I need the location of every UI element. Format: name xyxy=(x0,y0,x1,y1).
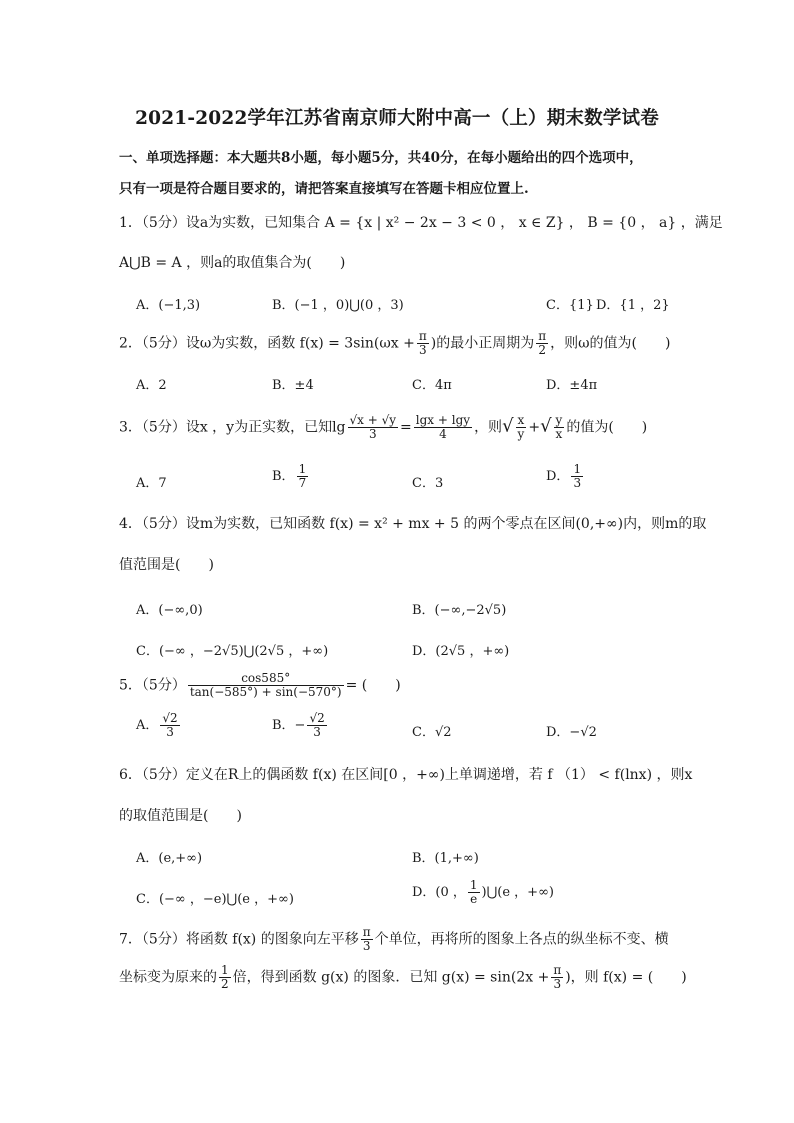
q6-optd-num: 1 xyxy=(469,878,478,892)
q3-optd-num: 1 xyxy=(573,462,582,476)
q5-option-b xyxy=(272,712,329,739)
q2-text-mid: )的最小正周期为 xyxy=(430,335,535,352)
q7-frac3-den: 3 xyxy=(553,977,562,992)
q5-optb-num: √2 xyxy=(309,711,325,725)
q7-frac1-den: 3 xyxy=(362,939,371,954)
q6-optd-pre: D．(0 ， xyxy=(412,885,466,901)
q7-frac2-den: 2 xyxy=(221,977,229,992)
question-4-line-1: 4．（5分）设m为实数，已知函数 f(x) = x² + mx + 5 的两个零点在区间(0,+∞)内，则m的取 xyxy=(119,516,707,532)
q2-fraction-pi-over-3 xyxy=(417,330,429,357)
question-1-line-1: 1．（5分）设a为实数，已知集合 A = {x | x² − 2x − 3 < 0 ， x ∈ Z} ， B = {0 ， a} ，满足 xyxy=(119,215,723,231)
q3-option-d xyxy=(546,463,585,490)
question-7-line-2 xyxy=(119,964,687,991)
q3-fraction-2 xyxy=(414,414,472,441)
q5-fraction xyxy=(188,672,344,699)
q5-option-c: C．√2 xyxy=(412,725,452,740)
q2-text-pre: 2．（5分）设ω为实数，函数 f(x) = 3sin(ωx + xyxy=(119,335,415,352)
q3-text-mid: ，则 xyxy=(474,419,503,436)
q3-fraction-1 xyxy=(348,414,399,441)
q3-r1-num: x xyxy=(517,413,525,427)
q3-root-fraction-1 xyxy=(516,414,527,441)
q2-fraction-pi-over-2 xyxy=(536,330,548,357)
page-title: 2021-2022学年江苏省南京师大附中高一（上）期末数学试卷 xyxy=(135,108,659,129)
q2-text-post: ，则ω的值为( ) xyxy=(550,335,671,352)
q5-option-b-fraction xyxy=(307,712,326,739)
q4-option-d: D．(2√5 ，+∞) xyxy=(412,644,510,659)
q2-option-b: B．±4 xyxy=(272,378,314,393)
q3-root-2: √ xyxy=(540,415,552,437)
q7-text-post2: )，则 f(x) = ( ) xyxy=(565,969,687,986)
q7-text-pre2: 坐标变为原来的 xyxy=(119,969,217,986)
q3-eq: = xyxy=(400,419,412,436)
q1-option-a: A．(−1,3) xyxy=(136,298,201,313)
q3-text-post: 的值为( ) xyxy=(566,419,648,436)
section-heading-line-1: 一、单项选择题：本大题共8小题，每小题5分，共40分，在每小题给出的四个选项中， xyxy=(119,150,643,166)
q5-option-a-fraction xyxy=(160,712,179,739)
q6-option-a: A．(e,+∞) xyxy=(136,851,203,866)
question-5-line xyxy=(119,672,401,699)
question-3-line xyxy=(119,414,647,441)
q7-text-pre1: 7．（5分）将函数 f(x) 的图象向左平移 xyxy=(119,931,359,948)
q3-r1-den: y xyxy=(517,427,525,442)
q2-option-d: D．±4π xyxy=(546,378,598,393)
q3-plus: + xyxy=(528,419,541,436)
q3-option-d-fraction xyxy=(571,463,583,490)
question-6-line-2: 的取值范围是( ) xyxy=(119,808,242,824)
q5-opta-den: 3 xyxy=(166,725,174,740)
q7-fraction-3 xyxy=(551,964,563,991)
q3-frac2-den: 4 xyxy=(439,427,447,442)
q5-optb-den: 3 xyxy=(313,725,321,740)
q3-frac1-den: 3 xyxy=(368,427,377,442)
q3-r2-num: y xyxy=(555,413,563,427)
q6-option-b: B．(1,+∞) xyxy=(412,851,479,866)
q5-option-b-label: B．− xyxy=(272,718,306,734)
q6-optd-den: e xyxy=(470,892,478,907)
q2-frac2-num: π xyxy=(538,329,547,343)
q6-option-d xyxy=(412,879,554,906)
q3-frac1-num: √x + √y xyxy=(349,413,397,427)
q3-optd-den: 3 xyxy=(573,476,582,491)
q7-frac1-num: π xyxy=(362,925,371,939)
q1-option-b: B．(−1 ，0)⋃(0 ，3) xyxy=(272,298,404,313)
q4-option-a: A．(−∞,0) xyxy=(136,603,203,618)
q3-option-d-label: D． xyxy=(546,469,570,485)
q5-frac-num: cos585° xyxy=(188,672,344,686)
q2-option-c: C．4π xyxy=(412,378,452,393)
q2-frac1-den: 3 xyxy=(418,343,427,358)
q7-text-mid2: 倍，得到函数 g(x) 的图象．已知 g(x) = sin(2x + xyxy=(232,969,550,986)
q7-frac3-num: π xyxy=(553,963,562,977)
q5-option-d: D．−√2 xyxy=(546,725,597,740)
question-4-line-2: 值范围是( ) xyxy=(119,557,214,573)
q3-root-fraction-2 xyxy=(554,414,565,441)
question-7-line-1 xyxy=(119,926,669,953)
q7-fraction-2 xyxy=(219,964,231,991)
q6-optd-post: )⋃(e ，+∞) xyxy=(481,885,554,901)
q4-option-b: B．(−∞,−2√5) xyxy=(412,603,507,618)
q4-option-c: C．(−∞ ，−2√5)⋃(2√5 ，+∞) xyxy=(136,644,329,659)
q3-text-pre: 3．（5分）设x ，y为正实数，已知lg xyxy=(119,419,346,436)
q3-root-1: √ xyxy=(502,415,514,437)
q3-option-b xyxy=(272,463,310,490)
q7-frac2-num: 1 xyxy=(221,963,229,977)
q7-fraction-1 xyxy=(361,926,373,953)
q5-option-a xyxy=(136,712,182,739)
q6-optd-fraction xyxy=(468,879,480,906)
q1-option-c: C．{1} xyxy=(546,298,594,313)
q3-option-b-fraction xyxy=(297,463,309,490)
q2-frac1-num: π xyxy=(418,329,427,343)
q1-option-d: D．{1 ，2} xyxy=(596,298,670,313)
q3-r2-den: x xyxy=(555,427,563,442)
q2-frac2-den: 2 xyxy=(538,343,546,358)
q5-text-pre: 5．（5分） xyxy=(119,677,186,694)
q6-option-c: C．(−∞ ，−e)⋃(e ，+∞) xyxy=(136,892,294,907)
question-6-line-1: 6．（5分）定义在R上的偶函数 f(x) 在区间[0 ，+∞)上单调递增，若 f （1） < f(lnx) ，则x xyxy=(119,767,693,783)
q3-optb-den: 7 xyxy=(298,476,307,491)
question-2-line xyxy=(119,330,670,357)
q3-optb-num: 1 xyxy=(298,462,307,476)
q7-text-post1: 个单位，再将所的图象上各点的纵坐标不变、横 xyxy=(374,931,669,948)
q2-option-a: A．2 xyxy=(136,378,167,393)
q5-text-post: = ( ) xyxy=(345,677,401,694)
q3-option-a: A．7 xyxy=(136,476,167,491)
q3-option-c: C．3 xyxy=(412,476,444,491)
q5-opta-num: √2 xyxy=(162,711,178,725)
q3-frac2-num: lgx + lgy xyxy=(415,413,471,427)
q5-option-a-label: A． xyxy=(136,718,159,734)
q3-option-b-label: B． xyxy=(272,469,295,485)
question-1-line-2: A⋃B = A ，则a的取值集合为( ) xyxy=(119,255,346,271)
q5-frac-den: tan(−585°) + sin(−570°) xyxy=(189,685,342,700)
section-heading-line-2: 只有一项是符合题目要求的，请把答案直接填写在答题卡相应位置上. xyxy=(119,181,529,197)
